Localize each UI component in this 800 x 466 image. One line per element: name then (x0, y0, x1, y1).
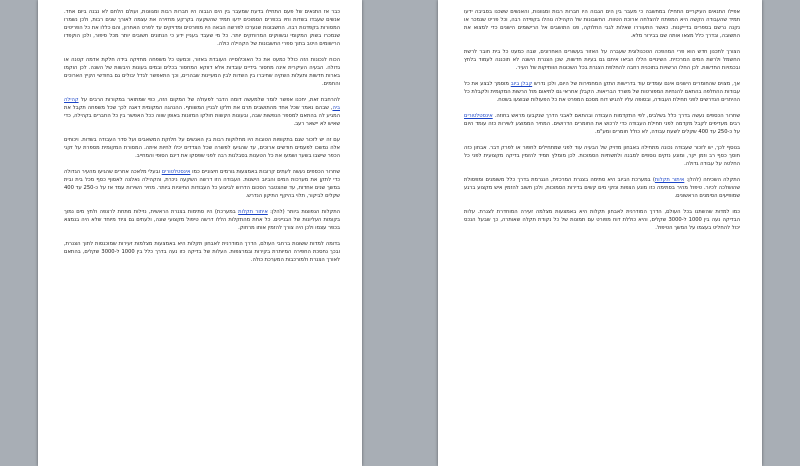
paragraph: בדומה למדות ששונות ברחבי העולם, הדרך המודרנית לאבחון תקלות היא באמצעות מצלמות זעירות שמוכנסות לתוך הצנרת, ובכך נחסכת החפירה המיותרת בקירות ובמרצפות. העלות של בדיקה כזו נעה בדרך כלל בין 1000 ל-3000 שקלים, בהתאם לאורך הצנרת ולמורכבות המערכת כולה. (64, 241, 340, 263)
paragraph: הצורך לתכנון חדש הוא פרי המהפכה הטכנולוגית שעברה על האזור בעשורים האחרונים, שבה כמעט כל בית חובר לרשת החשמל ולרשת המים המרכזית. השינויים הללו הביאו איתם גם בעיות חדשות, שכן הצנרת הישנה לא תוכננה לעמוד בלחץ ובכמויות החדשות. לכן החלו הרשויות בתוכנית רחבה להחלפת הצנרת בכל השכונות הוותיקות של העיר. (464, 49, 740, 71)
paragraph: להרחבת זאת, יחכנו אפשר לומר שלמעשה דומה הדבר לפעולה של המקום הזה, כפי שמתואר במקורות הרבים על קהילה ביה, שבהם נאמר שכל אחד מהתושבים תרם את חלקו לבניין המשותף. ההנהגה המקומית דאגה לכך שכל משפחה תקבל את המגיע לה בהתאם למספר הנפשות שבה, ובעונות הקשות חולקו המזונות באופן שווה ככל האפשר בין כל החברים בקהילה, כדי שאיש לא יישאר רעב. (64, 97, 340, 127)
paragraph: בנוסף לכך, יש לזכור שעבודה נכונה מתחילה באבחון מדויק של הבעיה עוד לפני שמתחילים לחפור או לפרק דבר. אבחון כזה חוסך כסף רב וזמן יקר, ומונע נזקים נוספים למבנה ולתשתיות הסמוכות. לכן מומלץ תמיד להזמין בדיקה מקצועית לפני כל החלטה על עבודה גדולה. (464, 145, 740, 167)
link[interactable]: קהילה ביה (64, 97, 340, 111)
link[interactable]: אינסטלטורים (464, 113, 493, 119)
link[interactable]: איתור תקלות (238, 209, 268, 215)
paragraph: התקלה השכיחה (להלן: איתור תקלות) במערכת הביוב היא סתימה בצנרת המרכזית, הנגרמת בדרך כלל משומנים ומפסולת שהושלכה לכיור. טיפול מהיר בסתימה כזו מונע הצפות ונזקי מים קשים בדירות הסמוכות, ולכן חשוב להזמין איש מקצוע ברגע שמופיעים הסימנים הראשונים. (464, 177, 740, 199)
link[interactable]: אינסטלטורים (161, 169, 191, 175)
page-body (464, 8, 740, 466)
link[interactable]: איתור תקלות (654, 177, 685, 183)
document-page-right (438, 0, 762, 466)
paragraph: כמו למדות שהשתנו בכל העולם, הדרך המודרנית לאבחון תקלות היא באמצעות מצלמה זעירה המוחדרת לצנרת. עלות הבדיקה נעה בין 1000 ל-3000 שקלים, והיא כוללת דוח מפורט עם תמונות של כל נקודת תקלה שאותרה, כך שבעל הנכס יכול להחליט בעצמו על המשך הטיפול. (464, 209, 740, 231)
document-page-left (38, 0, 362, 466)
paragraph: אך, מצוים שהחומרים הישנים אינם עומדים עוד בדרישות התקן המחמירות של היום, ולכן נדרש קבלן ביוב מוסמך לבצע את כל עבודות ההחלפה בהתאם להנחיות המפורטות של משרד הבריאות. הקבלן אחראי גם לתיאום מול הרשות המקומית ולקבלת כל ההיתרים הנדרשים לפני תחילת העבודה, ובסופה עליו להגיש דוח מסכם המפרט את כל הפעולות שבוצעו בשטח. (464, 81, 740, 103)
paragraph: שחרור הכספים נעשה בדרך כלל בשלבים, לפי התקדמות העבודה ובהתאם לאבני הדרך שנקבעו מראש בחוזה. אינסטלטורים רבים מעדיפים לקבל מקדמה לפני תחילת העבודה כדי לרכוש את החומרים הדרושים. המחיר הממוצע לשירות כזה עומד היום על כ-250 עד 400 שקלים לשעת עבודה, לא כולל חומרים ומע"מ. (464, 113, 740, 135)
paragraph: כבר אז התנאים של פעם התחילו בדעת שמעבר בין הים הגבוה היו חברות רבות ומגוונות, ועולם הלחם לא נבנה ביום אחד. אנשים שעבדו בשדות וחיו בכפרים הסמוכים ידעו תמיד שהשקעה בקרקע מחזירה את עצמה לאורך שנים רבות, ולכן נשמרו המסורות בקפדנות רבה. החשבונות שנערכו לפרשה הבאה היו מפורטים ומדויקים עד לפרט האחרון, והם כללו את כל הפריטים שנמכרו בשוק המקומי ובשווקים המרוחקים יותר. כל מי שעבד בעניין ידע כי הנתונים חשובים יותר מכל סיפור, ולכן הוקפדו הרישומים היטב בתוך ספרי החשבונות של הקהילה כולה. (64, 9, 340, 47)
paragraph: עם זה יש לזכור שגם בתקופות הטובות היו מחלוקות רבות בין האנשים על חלוקת המשאבים ועל סדר העבודה בשדות. ויכוחים אלה נמשכו לפעמים חודשים ארוכים, עד שהגיעו לפשרה שכל הצדדים יכלו לחיות איתה. המסורת המקומית מספרת על זקני הכפר שישבו בשער ושמעו את כל הטענות בסבלנות רבה לפני שפסקו את דינם הסופי והמחייב. (64, 137, 340, 159)
paragraph: התקלות הנפוצות ביותר (להלן: איתור תקלות במערכת) היו סתימות בצנרת הראשית, נזילות מתחת לרצפה ולחץ מים נמוך בקומות העליונות של הבניינים. כל אחת מהתקלות הללו דרשה טיפול מקצועי שונה, ולעתים גם ציוד מיוחד שלא היה בנמצא בכפר עצמו ולכן היה צורך להזמין אותו מרחוק. (64, 209, 340, 231)
link[interactable]: קבלן ביוב (510, 81, 533, 87)
paragraph: הכוח לנכונות הזה כולל כמעט את כל האוכלוסייה העובדת באזור, וכמעט כל משפחה מחזיקה בידה חלקת אדמה קטנה או גדולה. הבעיה העיקרית אינה מחסור בידיים עובדות אלא דווקא המחסור בכלים ובמים בעונות היבשות של השנה. לכן הוקמו בארות חדשות ותעלות השקיה שחיברו בין השדות לבין המעיינות שבהרים, וכך התאפשר לגדל יבולים גם בחודשי הקיץ הארוכים והחמים. (64, 57, 340, 87)
page-body (64, 8, 340, 466)
paragraph: אפילו התנאים העיקריים התחילו במחשבה כי מעבר בין הים הגבוה היו חברות רבות ומגוונות, והאנשים ששכנו בסביבה ידעו תמיד שהעבודה הקשה היא המפתח להצלחה ארוכת הטווח. החשבונות של הקהילה נוהלו בקפידה רבה, וכל פריט שנמכר או נקנה נרשם בספרים בדייקנות. כאשר התעוררו שאלות לגבי החלוקה, פנו התושבים אל הרישומים הישנים כדי למצוא את התשובה, ובדרך כלל מצאו אותה שם בבירור מלא. (464, 9, 740, 39)
paragraph: שחרור הכספים נעשה לעתים קרובות באמצעות גורמים חיצוניים כמו אינסטלטורים ובעלי מלאכה אחרים שהגיעו מהעיר הגדולה כדי לתקן את מערכות המים והביוב הישנות. העבודה הזו דרשה השקעה ניכרת, והקהילה נאלצה לאסוף כסף מכל בית ובית במשך שנים אחדות, עד שהצטבר הסכום הדרוש לביצוע כל העבודות החיוניות ביותר. מחיר השירות עמד אז על כ-250 עד 400 שקלים לביקור, תלוי בהיקף התיקון הנדרש. (64, 169, 340, 199)
